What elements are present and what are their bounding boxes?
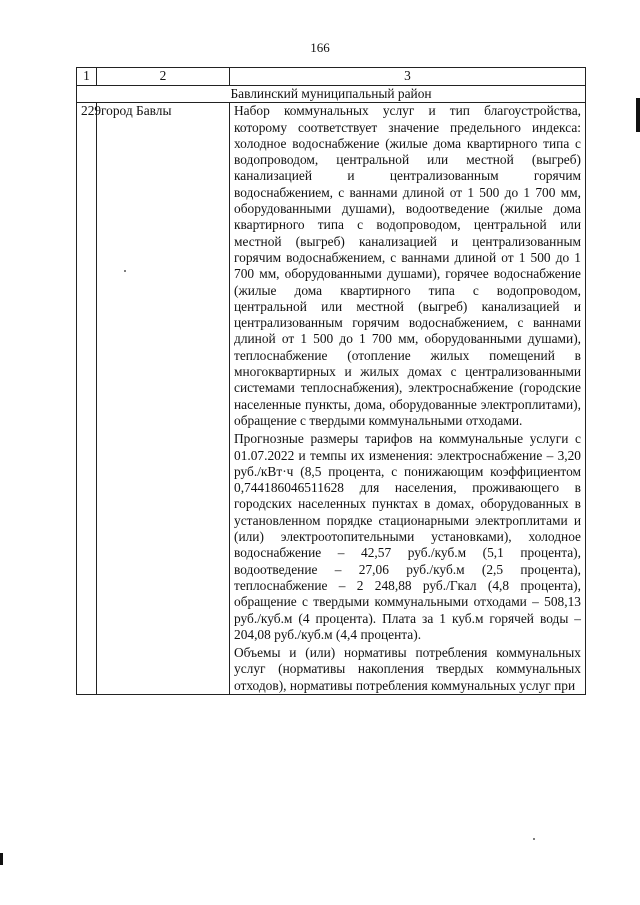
page-number: 166: [310, 40, 330, 55]
row-number: 229: [77, 103, 97, 695]
tariff-table: [76, 67, 586, 695]
header-cell-2: 2: [97, 68, 230, 86]
header-row: [77, 68, 586, 86]
scan-speck: [533, 838, 535, 840]
scan-edge-mark: [636, 98, 640, 132]
region-name: Бавлинский муниципальный район: [77, 86, 586, 103]
scan-edge-mark-bottom: [0, 853, 3, 865]
paragraph-services: Набор коммунальных услуг и тип благоустройства, которому соответствует значение предельного индекса: холодное водоснабжение (жилые дома квартирного типа с водопроводом, центральной или местной (выгреб) канализацией и централизованным горячим водоснабжением, с ваннами длиной от 1 500 до 1 700 мм, оборудованными душами), водоотведение (жилые дома квартирного типа с водопроводом, центральной или местной (выгреб) канализацией и централизованным горячим водоснабжением, с ваннами длиной от 1 500 до 1 700 мм, оборудованными душами), горячее водоснабжение (жилые дома квартирного типа с водопроводом, центральной или местной (выгреб) канализацией и централизованным горячим водоснабжением, с ваннами длиной от 1 500 до 1 700 мм, оборудованными душами), теплоснабжение (отопление жилых помещений в многоквартирных и жилых домах с централизованными системами теплоснабжения), электроснабжение (городские населенные пункты, дома, оборудованные электроплитами), обращение с твердыми коммунальными отходами.: [234, 103, 581, 428]
header-cell-1: 1: [77, 68, 97, 86]
paragraph-tariffs: Прогнозные размеры тарифов на коммунальные услуги с 01.07.2022 и темпы их изменения: электроснабжение – 3,20 руб./кВт·ч (8,5 процента, с понижающим коэффициентом 0,744186046511628 для населения, проживающего в городских населенных пунктах в домах, оборудованных в установленном порядке стационарными электроплитами и (или) электроотопительными установками), холодное водоснабжение – 42,57 руб./куб.м (5,1 процента), водоотведение – 27,06 руб./куб.м (2,5 процента), теплоснабжение – 2 248,88 руб./Гкал (4,8 процента), обращение с твердыми коммунальными отходами – 508,13 руб./куб.м (4 процента). Плата за 1 куб.м горячей воды – 204,08 руб./куб.м (4,4 процента).: [234, 431, 581, 642]
table-row: [77, 103, 586, 695]
region-row: [77, 86, 586, 103]
scan-speck: [124, 270, 126, 272]
header-cell-3: 3: [230, 68, 586, 86]
place-name: город Бавлы: [97, 103, 230, 695]
description-cell: [230, 103, 586, 695]
paragraph-norms: Объемы и (или) нормативы потребления коммунальных услуг (нормативы накопления твердых коммунальных отходов), нормативы потребления коммунальных услуг при: [234, 645, 581, 693]
